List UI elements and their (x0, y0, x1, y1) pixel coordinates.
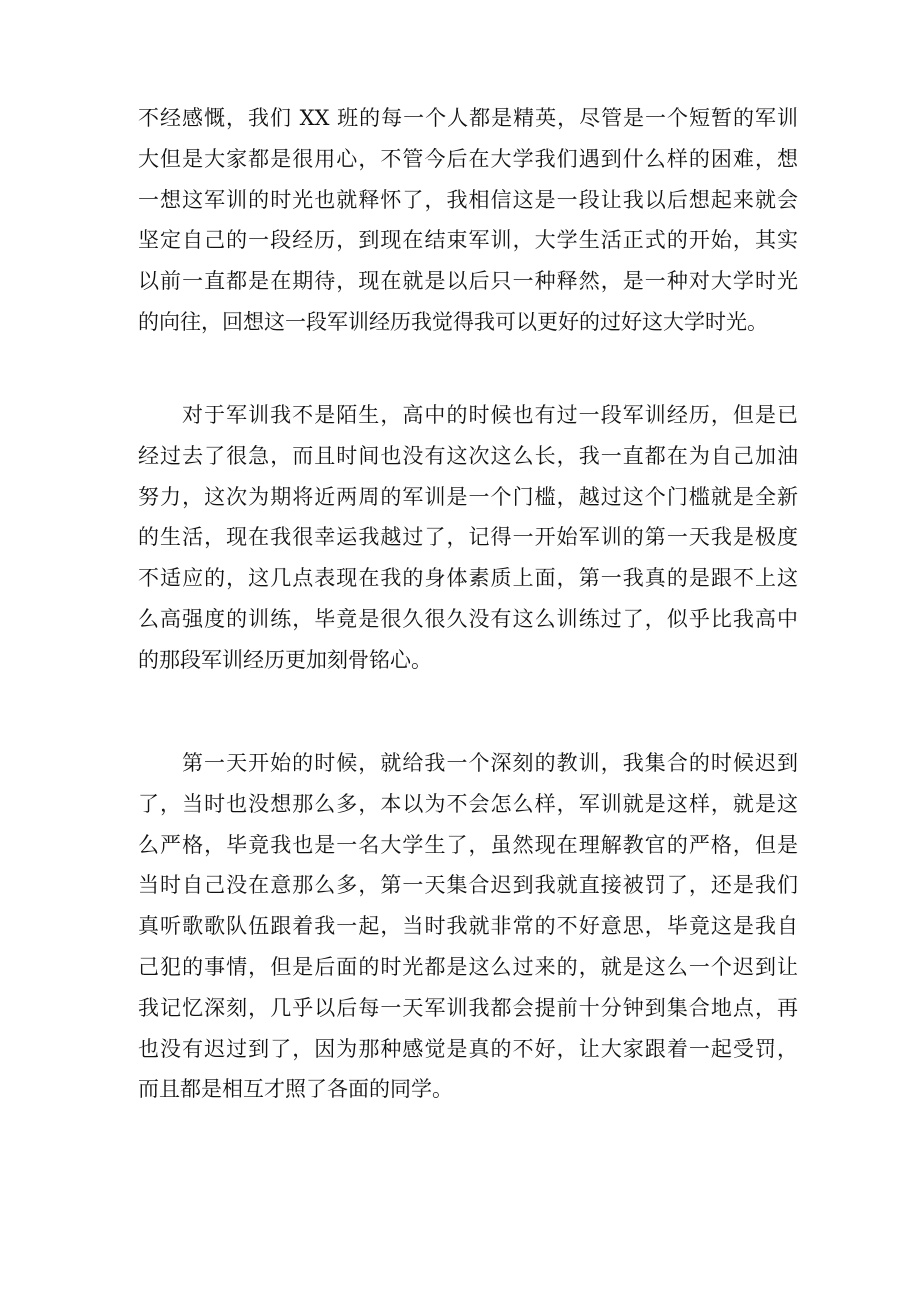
paragraph-line: 第一天开始的时候，就给我一个深刻的教训，我集合的时候迟到 (182, 751, 798, 775)
paragraph-line: 么高强度的训练，毕竟是很久很久没有这么训练过了，似乎比我高中 (138, 606, 798, 631)
paragraph-line: 的那段军训经历更加刻骨铭心。 (138, 647, 432, 672)
paragraph-line: 不适应的，这几点表现在我的身体素质上面，第一我真的是跟不上这 (138, 566, 798, 591)
paragraph-line: 以前一直都是在期待，现在就是以后只一种释然，是一种对大学时光 (138, 269, 798, 294)
paragraph-line: 努力，这次为期将近两周的军训是一个门槛，越过这个门槛就是全新 (138, 484, 798, 509)
paragraph-line: 经过去了很急，而且时间也没有这次这么长，我一直都在为自己加油 (138, 443, 798, 468)
paragraph-line: 的向往，回想这一段军训经历我觉得我可以更好的过好这大学时光。 (138, 309, 768, 334)
paragraph-line: 也没有迟过到了，因为那种感觉是真的不好，让大家跟着一起受罚， (138, 1036, 798, 1061)
paragraph-line: 当时自己没在意那么多，第一天集合迟到我就直接被罚了，还是我们 (138, 873, 798, 898)
paragraph-line: 对于军训我不是陌生，高中的时候也有过一段军训经历，但是已 (182, 403, 798, 427)
paragraph-line: 我记忆深刻，几乎以后每一天军训我都会提前十分钟到集合地点，再 (138, 995, 798, 1020)
paragraph-line: 不经感慨，我们 XX 班的每一个人都是精英，尽管是一个短暂的军训 (138, 106, 798, 130)
paragraph-line: 己犯的事情，但是后面的时光都是这么过来的，就是这么一个迟到让 (138, 954, 798, 979)
paragraph-line: 而且都是相互才照了各面的同学。 (138, 1077, 453, 1102)
paragraph-line: 大但是大家都是很用心，不管今后在大学我们遇到什么样的困难，想 (138, 146, 798, 171)
paragraph-line: 么严格，毕竟我也是一名大学生了，虽然现在理解教官的严格，但是 (138, 832, 798, 857)
paragraph-line: 的生活，现在我很幸运我越过了，记得一开始军训的第一天我是极度 (138, 525, 798, 550)
paragraph-line: 了，当时也没想那么多，本以为不会怎么样，军训就是这样，就是这 (138, 791, 798, 816)
paragraph-3 (138, 743, 798, 1110)
paragraph-line: 真听歌歌队伍跟着我一起，当时我就非常的不好意思，毕竟这是我自 (138, 914, 798, 939)
paragraph-line: 一想这军训的时光也就释怀了，我相信这是一段让我以后想起来就会 (138, 187, 798, 212)
paragraph-1 (138, 98, 798, 343)
paragraph-2 (138, 395, 798, 681)
paragraph-line: 坚定自己的一段经历，到现在结束军训，大学生活正式的开始，其实 (138, 228, 798, 253)
